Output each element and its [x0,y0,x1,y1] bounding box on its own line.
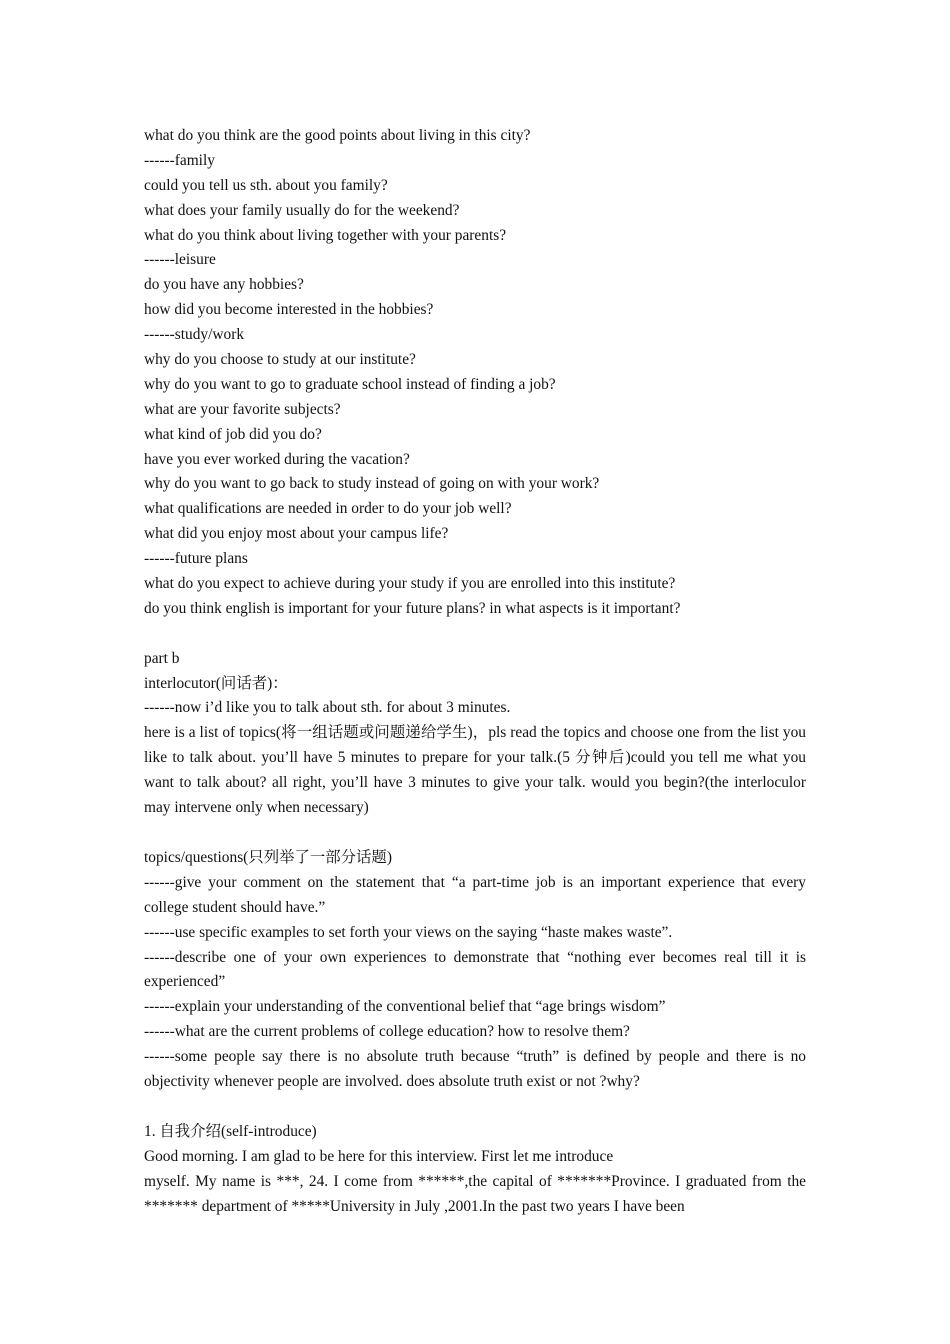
self-intro-paragraph: myself. My name is ***, 24. I come from ******,the capital of *******Province. I graduated from the ******* department of *****University in July ,2001.In the past two years I have been [144,1172,806,1215]
topics-heading: topics/questions(只列举了一部分话题) [144,848,392,866]
spacer [144,1095,806,1120]
document-page [144,124,806,1219]
interlocutor-label: interlocutor(问话者)： [144,674,288,692]
part-b-section [144,647,806,821]
self-intro-section [144,1120,806,1220]
topic-heading-study-work: ------study/work [144,326,245,344]
question-line: what does your family usually do for the weekend? [144,201,460,219]
part-b-heading: part b [144,649,180,667]
self-intro-first-line: Good morning. I am glad to be here for this interview. First let me introduce [144,1147,614,1165]
question-line: why do you want to go to graduate school instead of finding a job? [144,375,556,393]
question-line: what are your favorite subjects? [144,400,341,418]
topics-section [144,846,806,1095]
part-b-intro: ------now i’d like you to talk about sth. for about 3 minutes. [144,699,511,717]
topic-heading-family: ------family [144,151,215,169]
question-line: do you think english is important for your future plans? in what aspects is it important? [144,599,681,617]
question-line: what do you think are the good points about living in this city? [144,127,531,144]
question-line: do you have any hobbies? [144,276,304,294]
question-line: what kind of job did you do? [144,425,322,443]
topic-item: ------describe one of your own experiences to demonstrate that “nothing ever becomes real till it is experienced” [144,948,806,991]
topic-item: ------use specific examples to set forth your views on the saying “haste makes waste”. [144,923,673,941]
topic-heading-future-plans: ------future plans [144,550,248,568]
spacer [144,821,806,846]
question-line: why do you choose to study at our institute? [144,351,416,369]
question-line: what do you expect to achieve during your study if you are enrolled into this institute? [144,575,676,593]
question-line: how did you become interested in the hobbies? [144,301,434,319]
part-b-instructions: here is a list of topics(将一组话题或问题递给学生)，pls read the topics and choose one from the list you like to talk about. you’ll have 5 minutes to prepare for your talk.(5 分钟后)could you tell me what you want to talk about? all right, you’ll have 3 minutes to give your talk. would you begin?(the interloculor may intervene only when necessary) [144,724,806,817]
question-line: could you tell us sth. about you family? [144,176,388,194]
question-line: why do you want to go back to study instead of going on with your work? [144,475,600,493]
spacer [144,622,806,647]
topic-heading-leisure: ------leisure [144,251,216,269]
question-line: what do you think about living together with your parents? [144,226,507,244]
question-line: what did you enjoy most about your campus life? [144,525,449,543]
question-line: have you ever worked during the vacation? [144,450,410,468]
topic-item: ------some people say there is no absolute truth because “truth” is defined by people and there is no objectivity whenever people are involved. does absolute truth exist or not ?why? [144,1048,806,1091]
section-a-questions [144,124,806,622]
topic-item: ------what are the current problems of college education? how to resolve them? [144,1023,630,1041]
topic-item: ------give your comment on the statement that “a part-time job is an important experience that every college student should have.” [144,873,806,916]
topic-item: ------explain your understanding of the conventional belief that “age brings wisdom” [144,998,666,1016]
question-line: what qualifications are needed in order to do your job well? [144,500,512,518]
self-intro-heading: 1. 自我介绍(self-introduce) [144,1122,317,1140]
